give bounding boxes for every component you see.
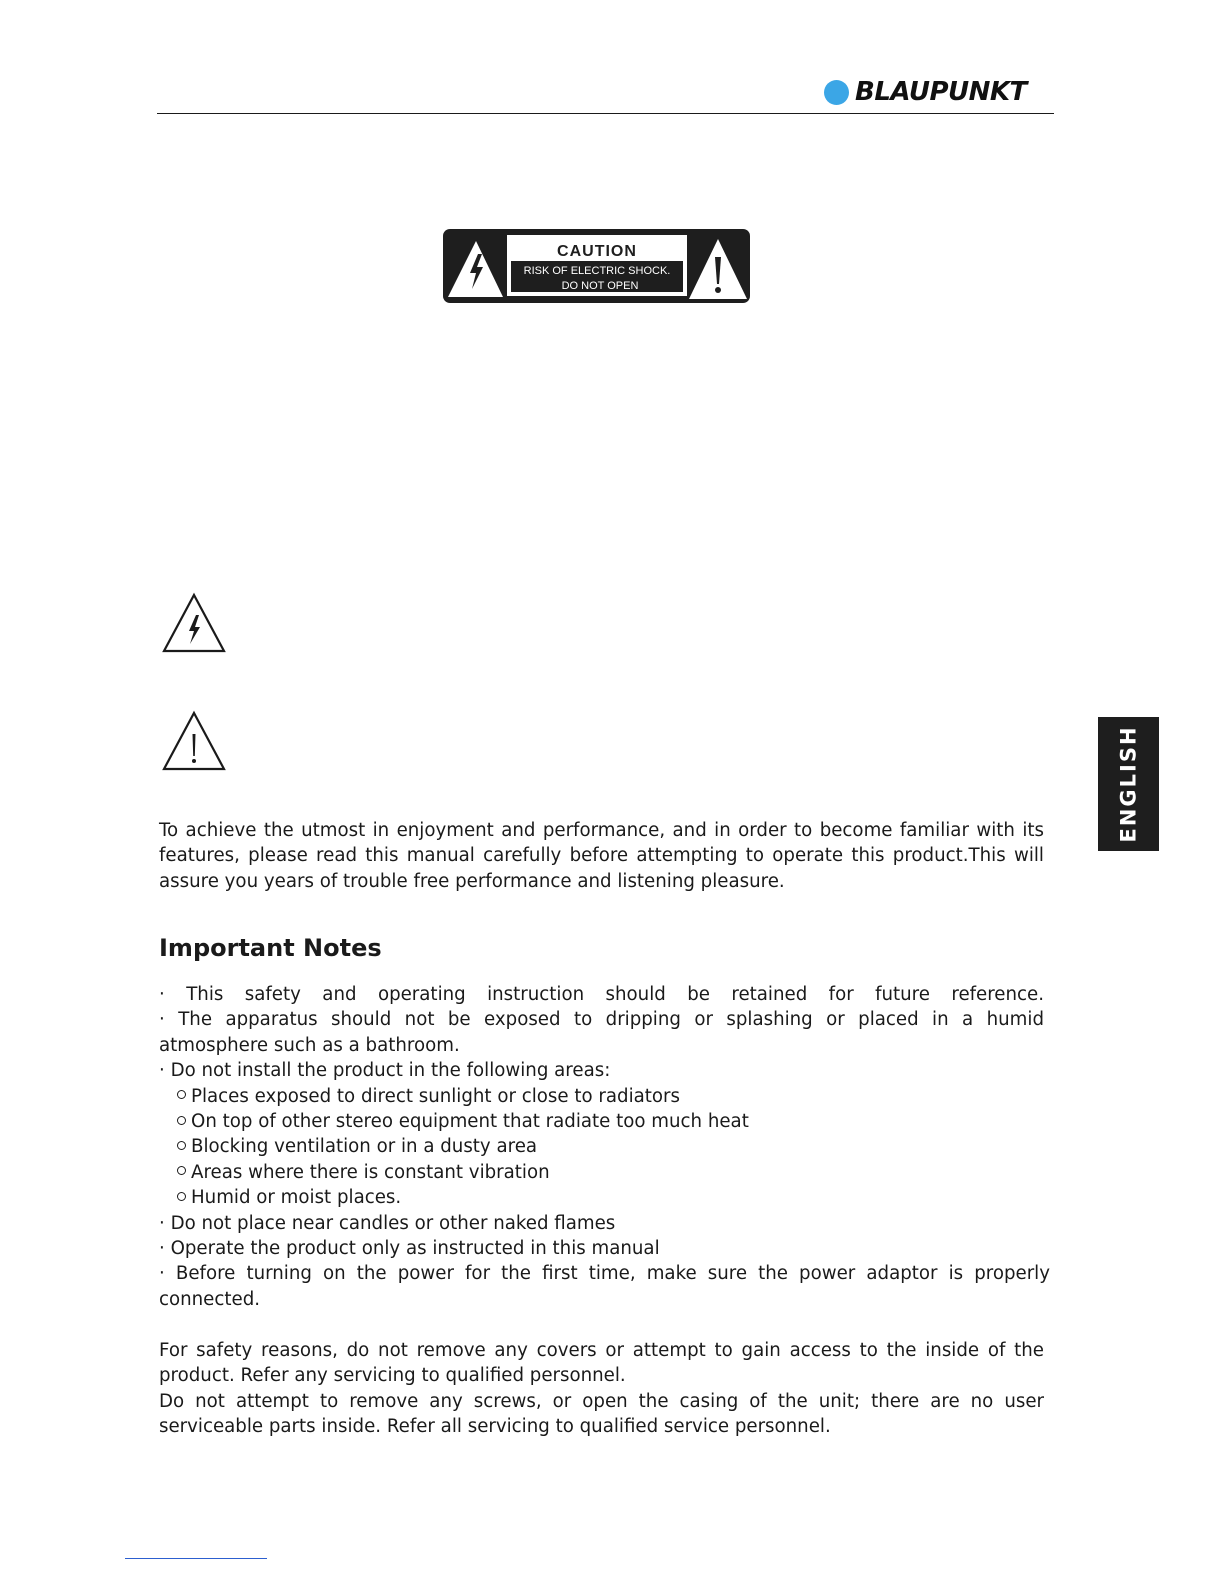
safety-line: For safety reasons, do not remove any covers or attempt to gain access to the inside of the: [159, 1340, 1044, 1361]
intro-line: To achieve the utmost in enjoyment and performance, and in order to become familiar with its: [159, 820, 1044, 841]
intro-paragraph: [159, 818, 1044, 894]
brand-logo: [824, 77, 1027, 107]
sub-list-item: Blocking ventilation or in a dusty area: [159, 1134, 1044, 1159]
list-item: · Do not place near candles or other naked flames: [159, 1212, 616, 1234]
sub-list-item: Humid or moist places.: [159, 1185, 1044, 1210]
safety-line: serviceable parts inside. Refer all servicing to qualified service personnel.: [159, 1416, 831, 1438]
list-item: · Do not install the product in the following areas:: [159, 1060, 611, 1082]
shock-hazard-icon: [161, 592, 227, 654]
list-item: connected.: [159, 1288, 261, 1310]
brand-dot-icon: [824, 80, 849, 105]
list-item: · Before turning on the power for the first time, make sure the power adaptor is properly: [159, 1263, 1050, 1285]
intro-line: assure you years of trouble free performance and listening pleasure.: [159, 870, 785, 892]
notes-list: [159, 982, 1050, 1312]
sub-list-item: Areas where there is constant vibration: [159, 1160, 1044, 1185]
safety-line: product. Refer any servicing to qualified personnel.: [159, 1365, 626, 1387]
caution-title: CAUTION: [557, 243, 637, 260]
language-tab-label: ENGLISH: [1116, 725, 1141, 843]
sub-list-item: Places exposed to direct sunlight or close to radiators: [159, 1084, 1044, 1109]
list-item: · The apparatus should not be exposed to dripping or splashing or placed in a humid: [159, 1009, 1044, 1031]
list-item: atmosphere such as a bathroom.: [159, 1034, 460, 1056]
attention-icon: [161, 710, 227, 772]
brand-name: BLAUPUNKT: [855, 77, 1027, 107]
header-rule: [157, 113, 1054, 114]
safety-paragraph: [159, 1338, 1044, 1440]
sub-list-item: On top of other stereo equipment that radiate too much heat: [159, 1109, 1044, 1134]
caution-line2: DO NOT OPEN: [561, 280, 639, 292]
caution-line1: RISK OF ELECTRIC SHOCK.: [523, 265, 671, 277]
list-item: · Operate the product only as instructed in this manual: [159, 1238, 660, 1260]
notes-heading: Important Notes: [159, 934, 382, 962]
list-item: · This safety and operating instruction should be retained for future reference.: [159, 984, 1044, 1005]
intro-line: features, please read this manual carefully before attempting to operate this product.This will: [159, 845, 1044, 867]
safety-line: Do not attempt to remove any screws, or open the casing of the unit; there are no user: [159, 1390, 1044, 1412]
language-tab: [1098, 717, 1159, 851]
caution-label: [443, 229, 750, 303]
footer-link-line: [125, 1558, 267, 1559]
